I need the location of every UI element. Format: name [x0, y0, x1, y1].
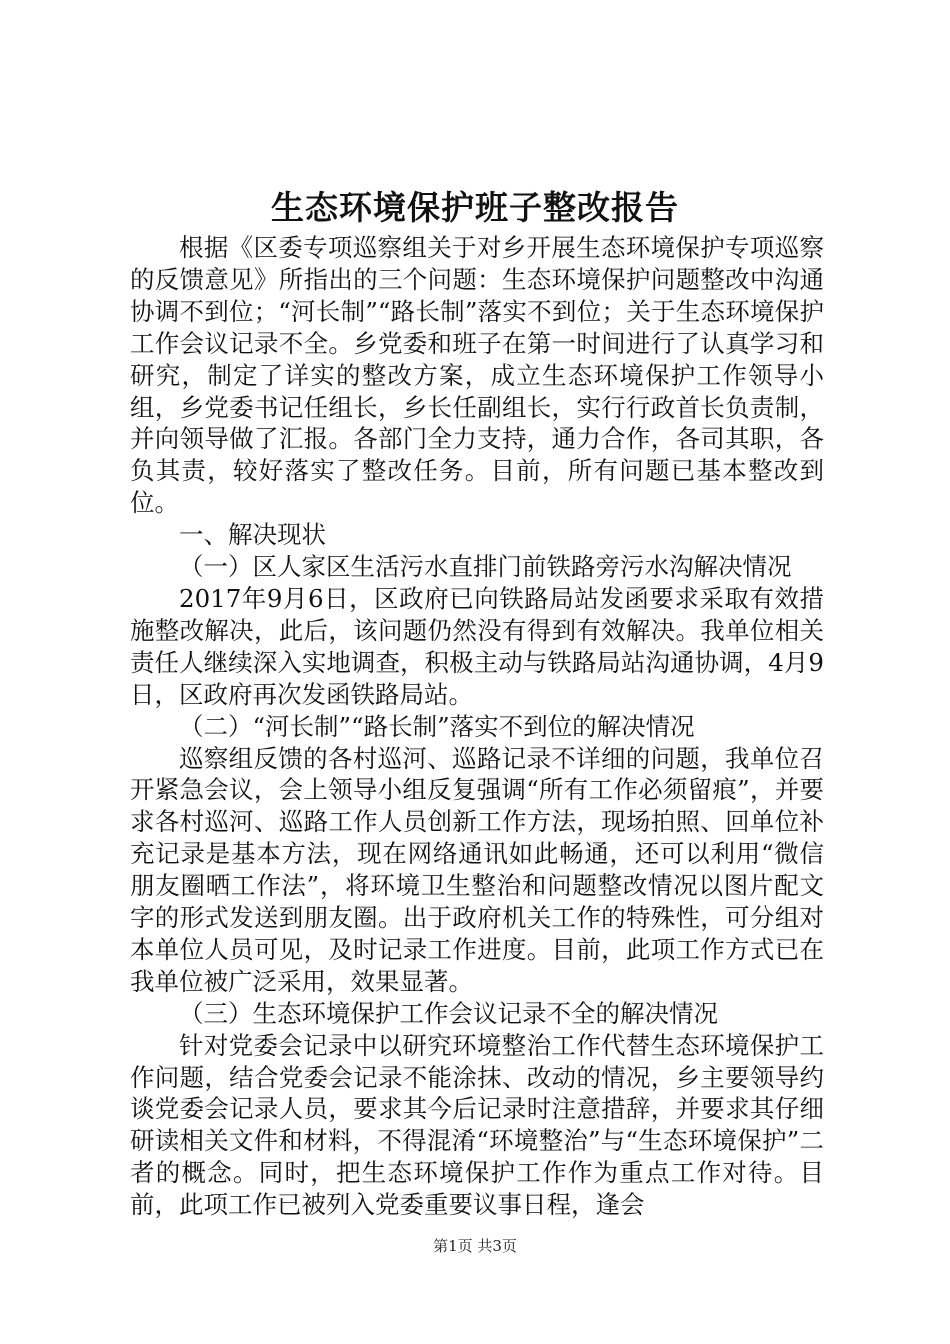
document-body	[130, 232, 824, 1221]
subsection-heading-2: （二）“河长制”“路长制”落实不到位的解决情况	[179, 711, 695, 741]
section-heading: 一、解决现状	[179, 520, 326, 550]
page-number-footer: 第1页 共3页	[433, 1237, 517, 1255]
document-title: 生态环境保护班子整改报告	[271, 188, 679, 227]
body-paragraph-2: 巡察组反馈的各村巡河、巡路记录不详细的问题，我单位召开紧急会议，会上领导小组反复强调“所有工作必须留痕”，并要求各村巡河、巡路工作人员创新工作方法，现场拍照、回单位补充记录是基本方法，现在网络通讯如此畅通，还可以利用“微信朋友圈晒工作法”，将环境卫生整治和问题整改情况以图片配文字的形式发送到朋友圈。出于政府机关工作的特殊性，可分组对本单位人员可见，及时记录工作进度。目前，此项工作方式已在我单位被广泛采用，效果显著。	[130, 743, 824, 996]
body-paragraph-1: 2017年9月6日，区政府已向铁路局站发函要求采取有效措施整改解决，此后，该问题仍然没有得到有效解决。我单位相关责任人继续深入实地调查，积极主动与铁路局站沟通协调，4月9日，区政府再次发函铁路局站。	[130, 583, 824, 709]
body-paragraph-3: 针对党委会记录中以研究环境整治工作代替生态环境保护工作问题，结合党委会记录不能涂抹、改动的情况，乡主要领导约谈党委会记录人员，要求其今后记录时注意措辞，并要求其仔细研读相关文件和材料，不得混淆“环境整治”与“生态环境保护”二者的概念。同时，把生态环境保护工作作为重点工作对待。目前，此项工作已被列入党委重要议事日程，逢会	[130, 1030, 824, 1220]
subsection-heading-1: （一）区人家区生活污水直排门前铁路旁污水沟解决情况	[179, 552, 792, 582]
subsection-heading-3: （三）生态环境保护工作会议记录不全的解决情况	[179, 998, 718, 1028]
intro-paragraph: 根据《区委专项巡察组关于对乡开展生态环境保护专项巡察的反馈意见》所指出的三个问题：生态环境保护问题整改中沟通协调不到位；“河长制”“路长制”落实不到位；关于生态环境保护工作会议记录不全。乡党委和班子在第一时间进行了认真学习和研究，制定了详实的整改方案，成立生态环境保护工作领导小组，乡党委书记任组长，乡长任副组长，实行行政首长负责制，并向领导做了汇报。各部门全力支持，通力合作，各司其职，各负其责，较好落实了整改任务。目前，所有问题已基本整改到位。	[130, 233, 824, 518]
